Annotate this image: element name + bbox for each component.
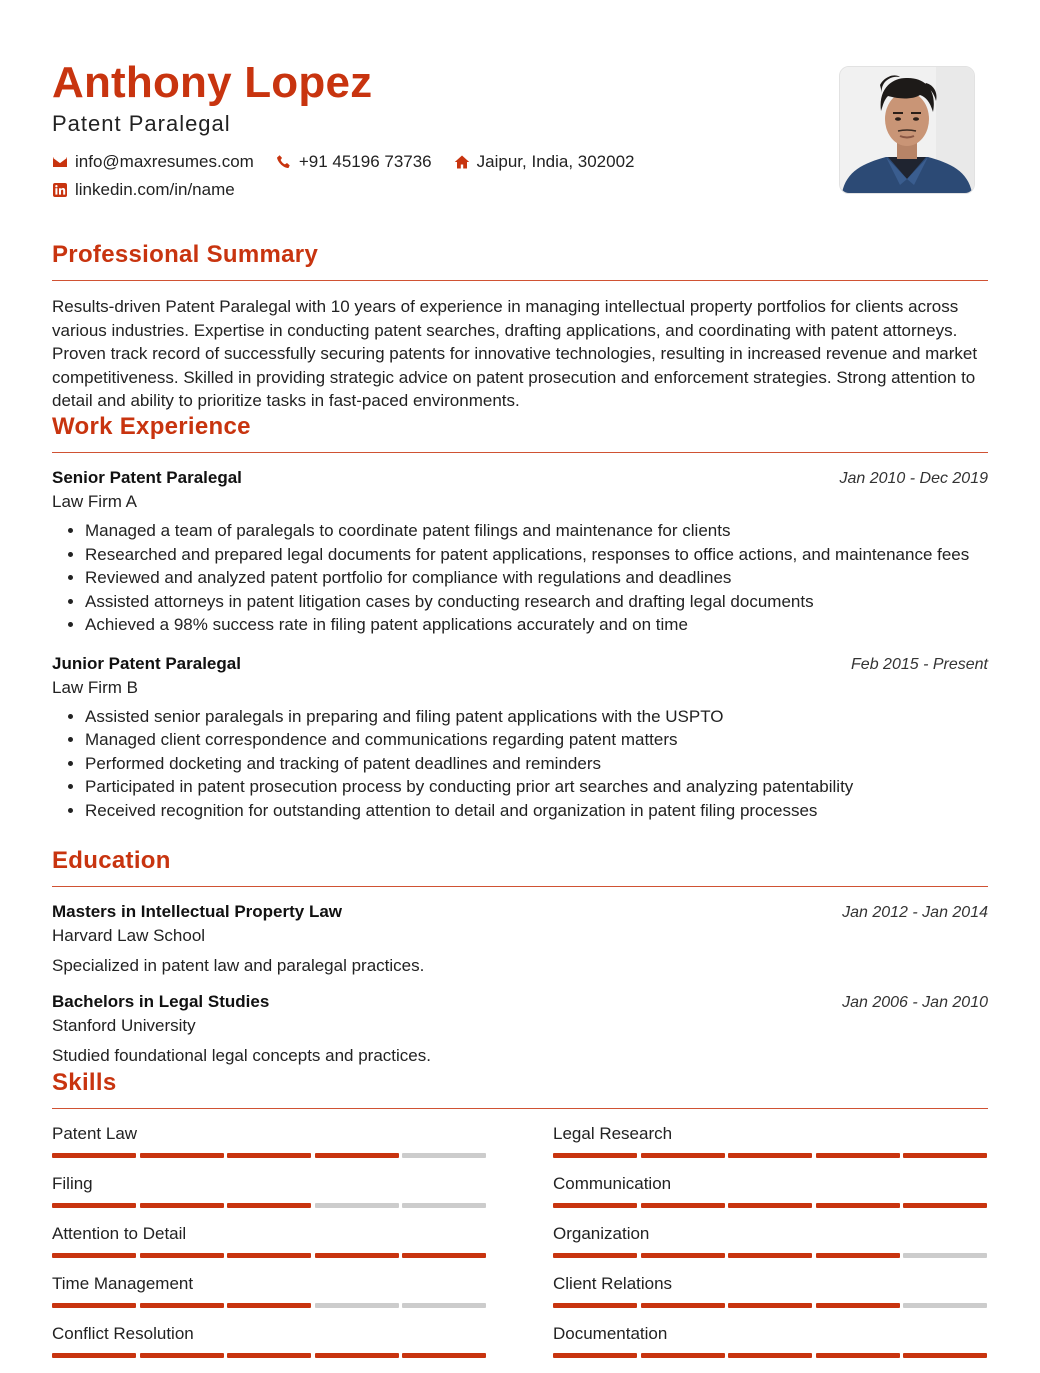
skills-section: [52, 1068, 988, 1373]
skill-level-bar: [52, 1203, 486, 1208]
skill-level-segment-filled: [816, 1153, 900, 1158]
skill-name: Filing: [52, 1174, 93, 1193]
job-bullet: • Received recognition for outstanding attention to detail and organization in patent filing processes: [85, 799, 988, 823]
skill-name: Organization: [553, 1224, 650, 1243]
skill-level-segment-filled: [728, 1303, 812, 1308]
skill-level-segment-empty: [402, 1303, 486, 1308]
skill-level-segment-filled: [728, 1353, 812, 1358]
job-dates: Feb 2015 - Present: [851, 655, 988, 673]
skill-level-segment-filled: [816, 1203, 900, 1208]
skill-level-segment-filled: [641, 1153, 725, 1158]
phone-contact[interactable]: [276, 148, 432, 176]
skill-item: [553, 1323, 987, 1373]
skill-level-segment-empty: [402, 1203, 486, 1208]
job-title: Junior Patent Paralegal: [52, 653, 241, 673]
skill-level-segment-filled: [402, 1353, 486, 1358]
job-bullet: • Managed a team of paralegals to coordinate patent filings and maintenance for clients: [85, 519, 988, 543]
degree-title: Bachelors in Legal Studies: [52, 992, 270, 1011]
phone-icon: [276, 154, 292, 170]
skill-level-segment-filled: [52, 1253, 136, 1258]
location-contact: [454, 148, 635, 176]
experience-heading: Work Experience: [52, 413, 251, 440]
skill-level-segment-filled: [553, 1253, 637, 1258]
job-entry: [52, 653, 988, 823]
skill-level-segment-filled: [553, 1153, 637, 1158]
section-divider: [52, 280, 988, 281]
education-description: Specialized in patent law and paralegal practices.: [52, 956, 425, 975]
skill-level-segment-empty: [315, 1203, 399, 1208]
skill-level-segment-filled: [140, 1303, 224, 1308]
skill-item: [553, 1273, 987, 1323]
skill-level-segment-empty: [903, 1303, 987, 1308]
skill-level-bar: [553, 1153, 987, 1158]
skill-level-segment-filled: [553, 1203, 637, 1208]
skill-level-segment-filled: [728, 1153, 812, 1158]
contact-row-primary: [52, 148, 812, 176]
experience-section: [52, 412, 988, 832]
skill-level-segment-filled: [140, 1353, 224, 1358]
school-name: Harvard Law School: [52, 926, 206, 945]
skill-level-segment-empty: [402, 1153, 486, 1158]
skill-level-segment-filled: [140, 1253, 224, 1258]
skill-name: Patent Law: [52, 1124, 138, 1143]
home-icon: [454, 154, 470, 170]
skill-level-segment-filled: [728, 1253, 812, 1258]
email-text: info@maxresumes.com: [75, 152, 254, 171]
candidate-name: Anthony Lopez: [52, 58, 373, 107]
skill-name: Communication: [553, 1174, 672, 1193]
email-contact[interactable]: [52, 148, 254, 176]
skill-level-segment-filled: [641, 1353, 725, 1358]
skill-item: [553, 1223, 987, 1273]
skill-level-segment-filled: [227, 1353, 311, 1358]
skill-level-bar: [553, 1253, 987, 1258]
job-bullet: • Managed client correspondence and communications regarding patent matters: [85, 728, 988, 752]
job-company: Law Firm A: [52, 492, 138, 511]
skill-level-segment-filled: [52, 1303, 136, 1308]
job-bullet: • Researched and prepared legal documents for patent applications, responses to office actions, and maintenance fees: [85, 543, 988, 567]
phone-text: +91 45196 73736: [298, 152, 432, 171]
education-heading: Education: [52, 847, 171, 874]
summary-section: [52, 240, 988, 413]
job-bullets: [52, 705, 988, 823]
skill-level-segment-filled: [227, 1203, 311, 1208]
job-dates: Jan 2010 - Dec 2019: [839, 470, 988, 487]
skill-level-segment-filled: [641, 1303, 725, 1308]
skill-level-segment-filled: [903, 1203, 987, 1208]
job-company: Law Firm B: [52, 677, 138, 697]
skill-level-bar: [553, 1353, 987, 1358]
degree-title: Masters in Intellectual Property Law: [52, 902, 343, 921]
contact-info: [52, 148, 812, 204]
skill-level-segment-filled: [315, 1153, 399, 1158]
section-divider: [52, 452, 988, 453]
summary-text: Results-driven Patent Paralegal with 10 years of experience in managing intellectual property portfolios for clients across various industries. Expertise in conducting patent searches, drafting applications, and coordinating with patent attorneys. Proven track record of successfully securing patents for innovative technologies, resulting in increased revenue and market competitiveness. Skilled in providing strategic advice on patent prosecution and enforcement strategies. Strong attention to detail and ability to prioritize tasks in fast-paced environments.: [52, 297, 978, 410]
candidate-title: Patent Paralegal: [52, 111, 231, 136]
skill-item: [52, 1173, 486, 1223]
skill-level-segment-filled: [52, 1203, 136, 1208]
skill-level-bar: [553, 1303, 987, 1308]
skills-heading: Skills: [52, 1069, 117, 1096]
location-text: Jaipur, India, 302002: [476, 152, 635, 171]
skill-name: Legal Research: [553, 1124, 673, 1143]
education-section: [52, 846, 988, 1077]
job-bullet: • Participated in patent prosecution process by conducting prior art searches and analyzing patentability: [85, 775, 988, 799]
skill-level-segment-filled: [402, 1253, 486, 1258]
skill-level-segment-filled: [140, 1203, 224, 1208]
skill-level-segment-filled: [816, 1353, 900, 1358]
skill-level-segment-filled: [553, 1353, 637, 1358]
skill-level-segment-filled: [816, 1253, 900, 1258]
skill-name: Time Management: [52, 1274, 194, 1293]
skill-level-bar: [52, 1303, 486, 1308]
skill-level-segment-filled: [52, 1353, 136, 1358]
skill-level-segment-empty: [315, 1303, 399, 1308]
job-title: Senior Patent Paralegal: [52, 468, 242, 487]
section-divider: [52, 1108, 988, 1109]
skill-level-segment-filled: [816, 1303, 900, 1308]
skill-name: Conflict Resolution: [52, 1324, 194, 1343]
skill-level-segment-filled: [728, 1203, 812, 1208]
skill-name: Attention to Detail: [52, 1224, 187, 1243]
profile-photo: [839, 66, 975, 194]
education-entry: [52, 991, 988, 1067]
education-dates: Jan 2012 - Jan 2014: [842, 904, 988, 921]
linkedin-contact[interactable]: [52, 176, 235, 204]
linkedin-icon: [52, 182, 68, 198]
education-description: Studied foundational legal concepts and practices.: [52, 1046, 431, 1065]
skill-item: [52, 1223, 486, 1273]
skill-level-segment-filled: [903, 1353, 987, 1358]
skill-level-bar: [52, 1253, 486, 1258]
skill-level-segment-filled: [140, 1153, 224, 1158]
skill-level-segment-empty: [903, 1253, 987, 1258]
skill-level-segment-filled: [903, 1153, 987, 1158]
skill-item: [553, 1173, 987, 1223]
job-bullet: • Performed docketing and tracking of patent deadlines and reminders: [85, 752, 988, 776]
education-entry: [52, 901, 988, 977]
skill-item: [52, 1123, 486, 1173]
job-bullets: [52, 519, 988, 637]
job-bullet: • Assisted attorneys in patent litigation cases by conducting research and drafting legal documents: [85, 590, 988, 614]
skill-level-segment-filled: [641, 1203, 725, 1208]
skills-grid: [52, 1123, 988, 1373]
skill-level-bar: [52, 1153, 486, 1158]
job-entry: [52, 467, 988, 637]
skill-name: Documentation: [553, 1324, 668, 1343]
job-bullet: • Achieved a 98% success rate in filing patent applications accurately and on time: [85, 613, 988, 637]
skill-item: [52, 1273, 486, 1323]
skill-level-segment-filled: [315, 1253, 399, 1258]
skill-item: [553, 1123, 987, 1173]
skill-level-segment-filled: [315, 1353, 399, 1358]
skill-level-segment-filled: [641, 1253, 725, 1258]
skill-level-segment-filled: [227, 1303, 311, 1308]
skill-level-segment-filled: [553, 1303, 637, 1308]
skill-level-segment-filled: [227, 1253, 311, 1258]
job-bullet: • Assisted senior paralegals in preparing and filing patent applications with the USPTO: [85, 705, 988, 729]
avatar-illustration: [840, 67, 974, 193]
envelope-icon: [52, 154, 68, 170]
summary-heading: Professional Summary: [52, 241, 319, 268]
job-bullet: • Reviewed and analyzed patent portfolio for compliance with regulations and deadlines: [85, 566, 988, 590]
skill-level-segment-filled: [52, 1153, 136, 1158]
skill-level-segment-filled: [227, 1153, 311, 1158]
linkedin-text: linkedin.com/in/name: [75, 180, 235, 199]
resume-header: [52, 58, 812, 204]
section-divider: [52, 886, 988, 887]
skill-level-bar: [553, 1203, 987, 1208]
education-dates: Jan 2006 - Jan 2010: [842, 994, 988, 1011]
skill-level-bar: [52, 1353, 486, 1358]
school-name: Stanford University: [52, 1016, 196, 1035]
contact-row-secondary: [52, 176, 812, 204]
skill-item: [52, 1323, 486, 1373]
skill-name: Client Relations: [553, 1274, 673, 1293]
